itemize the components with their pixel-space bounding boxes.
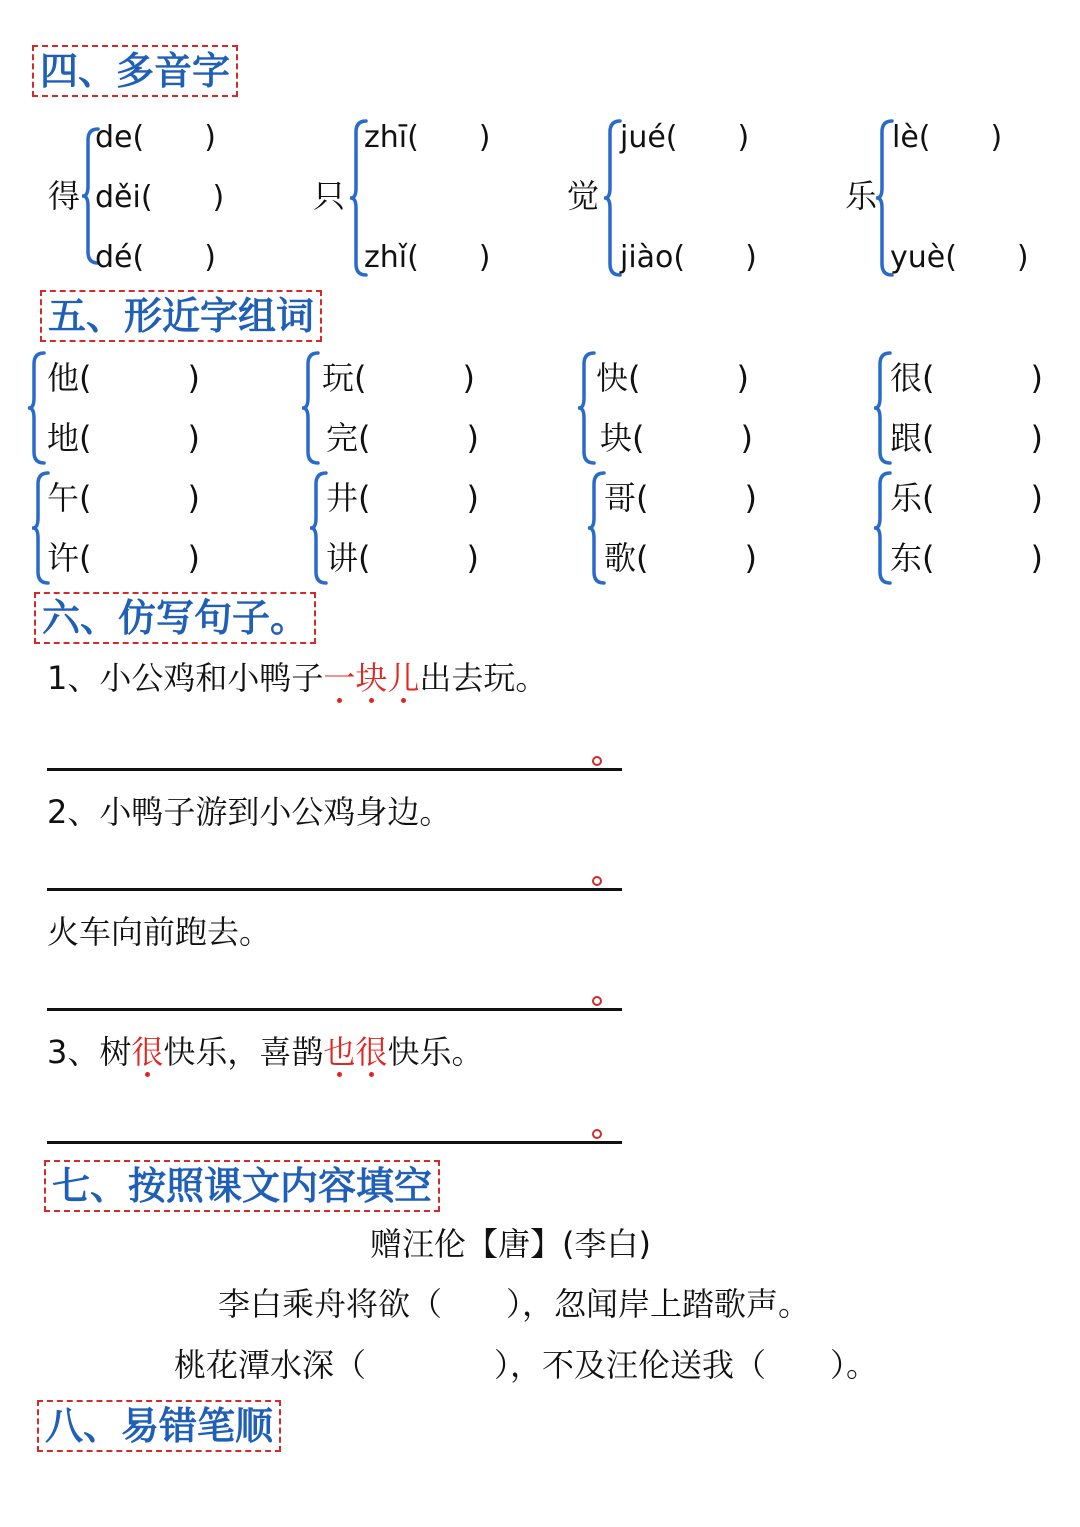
similar-char-item: 他( ) xyxy=(47,359,200,397)
poly-char-le: 乐 xyxy=(845,177,878,215)
emphasis-word: 很 xyxy=(131,1033,164,1071)
poly-char-jue: 觉 xyxy=(567,177,600,215)
poly-reading: jué( ) xyxy=(620,120,750,155)
answer-line[interactable] xyxy=(47,768,622,771)
poly-reading: zhī( ) xyxy=(364,120,491,155)
answer-line[interactable] xyxy=(47,888,622,891)
poly-reading: děi( ) xyxy=(95,180,225,215)
sentence-text: 1、小公鸡和小鸭子 xyxy=(47,659,324,697)
period-mark-icon xyxy=(592,756,602,766)
sentence-text: 快乐。 xyxy=(387,1033,484,1071)
similar-char-item: 地( ) xyxy=(47,419,200,457)
period-mark-icon xyxy=(592,996,602,1006)
emphasis-word: 也 xyxy=(323,1033,356,1071)
similar-char-item: 玩( ) xyxy=(322,359,475,397)
poly-char-de: 得 xyxy=(48,177,81,215)
poem-line-2: 桃花潭水深（ ），不及汪伦送我（ ）。 xyxy=(174,1346,879,1384)
similar-char-item: 跟( ) xyxy=(890,419,1043,457)
sentence-text: 3、树 xyxy=(47,1033,132,1071)
similar-char-item: 完( ) xyxy=(326,419,479,457)
section-8-heading: 八、易错笔顺 xyxy=(37,1400,281,1452)
emphasis-word: 块 xyxy=(355,659,388,697)
answer-line[interactable] xyxy=(47,1008,622,1011)
brace-icon xyxy=(578,350,598,466)
similar-char-item: 午( ) xyxy=(47,479,200,517)
emphasis-word: 一 xyxy=(323,659,356,697)
section-5-heading: 五、形近字组词 xyxy=(40,290,322,342)
section-7-heading: 七、按照课文内容填空 xyxy=(44,1160,440,1212)
brace-icon xyxy=(302,350,322,466)
similar-char-item: 井( ) xyxy=(326,479,479,517)
similar-char-item: 很( ) xyxy=(890,359,1043,397)
answer-line[interactable] xyxy=(47,1141,622,1144)
sentence-text: 快乐，喜鹊 xyxy=(163,1033,324,1071)
sentence-1 xyxy=(47,658,547,698)
similar-char-item: 许( ) xyxy=(47,539,200,577)
similar-char-item: 东( ) xyxy=(890,539,1043,577)
poly-reading: jiào( ) xyxy=(620,240,757,275)
period-mark-icon xyxy=(592,876,602,886)
similar-char-item: 哥( ) xyxy=(604,479,757,517)
sentence-2b: 火车向前跑去。 xyxy=(47,913,272,951)
poly-reading: de( ) xyxy=(95,120,216,155)
similar-char-item: 讲( ) xyxy=(326,539,479,577)
section-4-heading: 四、多音字 xyxy=(32,45,238,97)
poly-reading: zhǐ( ) xyxy=(364,240,491,275)
brace-icon xyxy=(28,350,48,466)
poly-reading: dé( ) xyxy=(95,240,216,275)
period-mark-icon xyxy=(592,1129,602,1139)
poly-reading: lè( ) xyxy=(892,120,1003,155)
poem-line-1: 李白乘舟将欲（ ），忽闻岸上踏歌声。 xyxy=(218,1285,811,1323)
emphasis-word: 儿 xyxy=(387,659,420,697)
emphasis-word: 很 xyxy=(355,1033,388,1071)
sentence-text: 出去玩。 xyxy=(419,659,548,697)
poly-char-zhi: 只 xyxy=(313,177,346,215)
poly-reading: yuè( ) xyxy=(890,240,1029,275)
poem-title: 赠汪伦【唐】(李白) xyxy=(370,1225,651,1263)
similar-char-item: 块( ) xyxy=(600,419,753,457)
similar-char-item: 歌( ) xyxy=(604,539,757,577)
similar-char-item: 快( ) xyxy=(596,359,749,397)
similar-char-item: 乐( ) xyxy=(890,479,1043,517)
section-6-heading: 六、仿写句子。 xyxy=(34,592,316,644)
sentence-2: 2、小鸭子游到小公鸡身边。 xyxy=(47,793,452,831)
sentence-3 xyxy=(47,1032,483,1072)
